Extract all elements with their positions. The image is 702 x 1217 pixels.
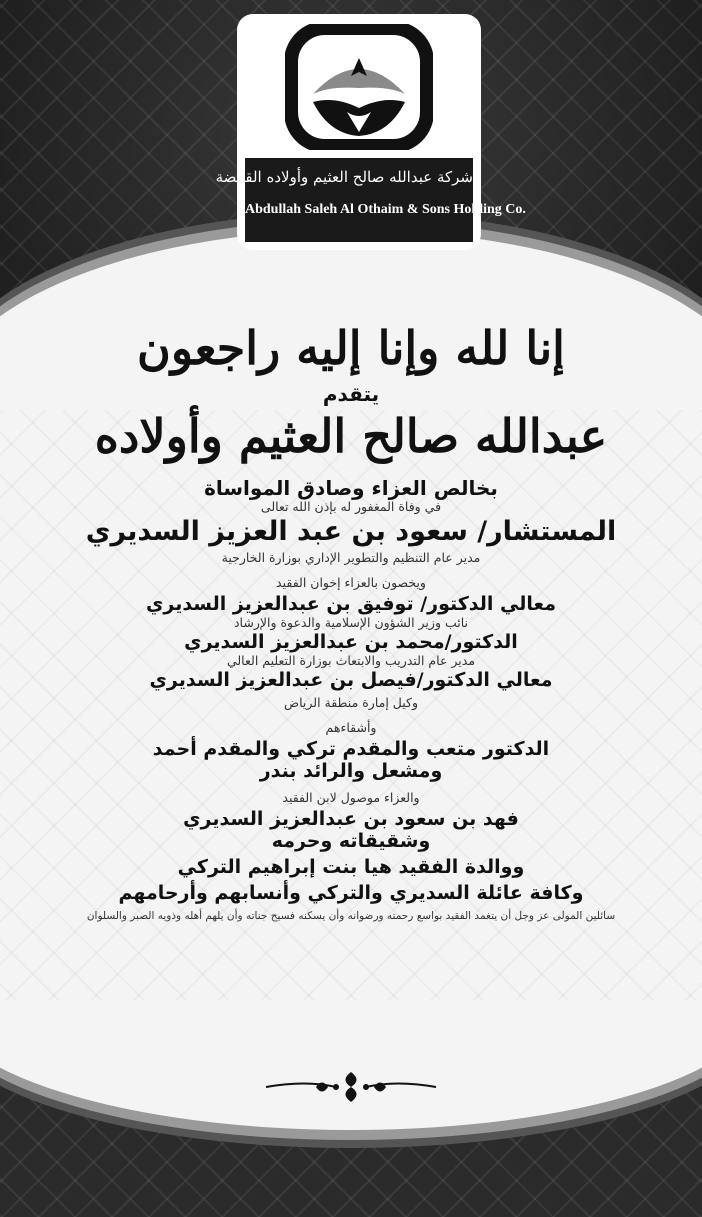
mother-line: ووالدة الفقيد هيا بنت إبراهيم التركي [177,855,525,878]
brother-3-name: معالي الدكتور/فيصل بن عبدالعزيز السديري [149,669,553,692]
brother-2-title: مدير عام التدريب والابتعاث بوزارة التعليم العالي [226,653,476,669]
logo-arabic-name: شركة عبدالله صالح العثيم وأولاده القابضة [215,168,473,186]
deceased-name: المستشار/ سعود بن عبد العزيز السديري [85,516,617,548]
son-intro: والعزاء موصول لابن الفقيد [282,789,420,805]
families-line: وكافة عائلة السديري والتركي وأنسابهم وأرحامهم [118,881,584,904]
brother-3-title: وكيل إمارة منطقة الرياض [283,695,419,711]
death-of-line: في وفاة المغفور له بإذن الله تعالى [260,498,442,514]
brother-1-name: معالي الدكتور/ توفيق بن عبدالعزيز السديري [145,592,557,615]
son-name: فهد بن سعود بن عبدالعزيز السديري [183,808,519,831]
prayer-line: سائلين المولى عز وجل أن يتغمد الفقيد بواسع رحمته ورضوانه وأن يسكنه فسيح جناته وأن يلهم أهله وذويه الصبر والسلوان [86,910,616,923]
logo-english-name: Abdullah Saleh Al Othaim & Sons Holding Co. [245,202,526,217]
logo-emblem-icon [285,24,433,150]
condolence-line: بخالص العزاء وصادق المواساة [204,475,498,500]
quran-verse: إنا لله وإنا إليه راجعون [137,321,565,375]
company-logo [215,14,526,250]
siblings-line-1: الدكتور متعب والمقدم تركي والمقدم أحمد [152,737,550,760]
logo-nameplate [215,158,526,242]
announcement-body [20,300,682,922]
brothers-intro: ويخصون بالعزاء إخوان الفقيد [276,574,426,590]
siblings-line-2: ومشعل والرائد بندر [259,759,443,782]
brother-1-title: نائب وزير الشؤون الإسلامية والدعوة والإرشاد [233,614,469,630]
sender-name: عبدالله صالح العثيم وأولاده [94,408,608,463]
presents-label: يتقدم [322,381,380,406]
siblings-intro: وأشقاءهم [325,719,377,735]
deceased-title: مدير عام التنظيم والتطوير الإداري بوزارة الخارجية [221,550,481,566]
floral-ornament-icon [256,1070,446,1104]
brother-2-name: الدكتور/محمد بن عبدالعزيز السديري [184,631,518,654]
sisters-line: وشقيقاته وحرمه [271,829,431,852]
